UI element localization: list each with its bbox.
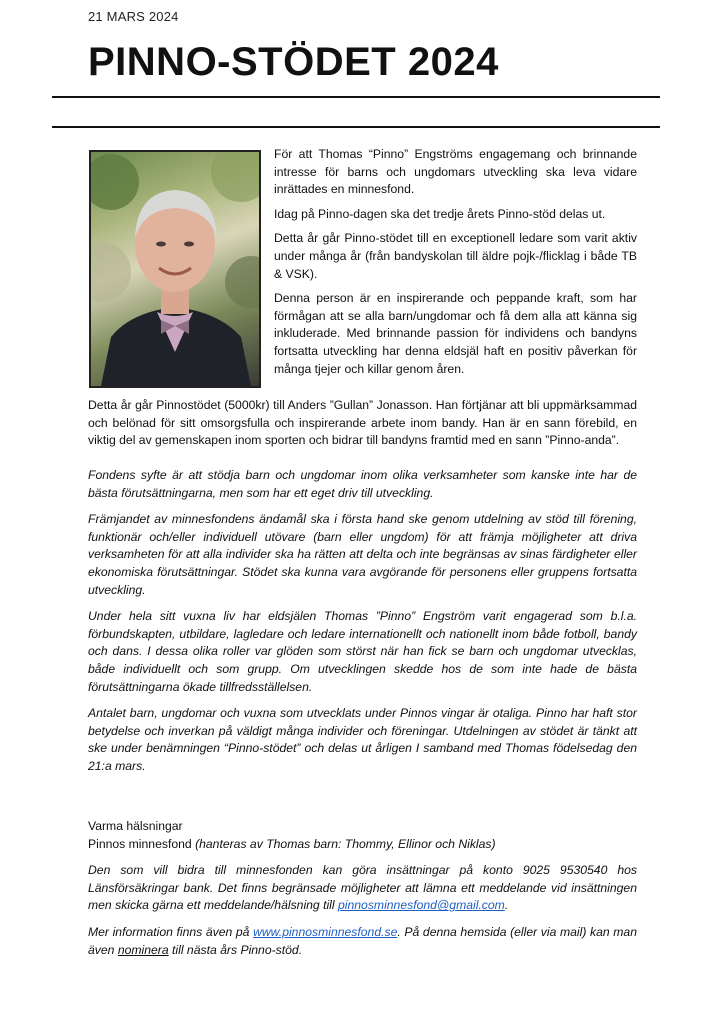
intro-paragraph: Detta år går Pinno-stödet till en exceptionell ledare som varit aktiv under många år (från bandyskolan till äldre pojk-/flicklag i både TB & VSK).	[274, 231, 637, 281]
fund-description	[88, 467, 637, 785]
document-title: PINNO-STÖDET 2024	[88, 40, 499, 84]
more-info	[88, 924, 637, 959]
info-middle: . På denna hemsida (eller via mail) kan man även	[88, 924, 637, 957]
info-suffix: till nästa års Pinno-stöd.	[168, 942, 303, 957]
intro-paragraph: Idag på Pinno-dagen ska det tredje årets Pinno-stöd delas ut.	[274, 206, 606, 221]
fund-paragraph: Under hela sitt vuxna liv har eldsjälen Thomas ”Pinno” Engström varit engagerad som b.l.a. förbundskapten, utbildare, lagledare och ledare internationellt och nationellt inom både fotboll, bandy och dans. I dessa olika roller var glöden som störst när han fick se barn och ungdomar utvecklas, både individuellt och som grupp. Om utvecklingen skedde hos de som inte hade de bästa förutsättningarna ökade tillfredsställelsen.	[88, 609, 637, 694]
nominate-link[interactable]: nominera	[117, 942, 169, 957]
document-date: 21 MARS 2024	[88, 9, 179, 24]
intro-paragraph: För att Thomas “Pinno” Engströms engagemang och brinnande intresse för barns och ungdomars utveckling ska leva vidare inrättades en minnesfond.	[274, 147, 637, 197]
donation-info	[88, 862, 637, 915]
portrait-photo	[89, 150, 261, 388]
intro-paragraph: Denna person är en inspirerande och peppande kraft, som har förmågan att se alla barn/ungdomar och få dem alla att känna sig inkluderade. Med brinnande passion för individens och bandyns fortsatta utveckling har denna eldsjäl haft en positiv påverkan för många tjejer och killar genom åren.	[274, 291, 637, 376]
email-link[interactable]: pinnosminnesfond@gmail.com	[338, 898, 505, 913]
award-announcement	[88, 397, 637, 459]
award-paragraph: Detta år går Pinnostödet (5000kr) till Anders ”Gullan” Jonasson. Han förtjänar att bli uppmärksammad och belönad för sitt omsorgsfulla och inspirerande arbete inom bandy. Han är en sann förebild, en viktig del av gemenskapen inom sporten och bidrar till bandyns framtid med en sann ”Pinno-anda”.	[88, 398, 637, 448]
signature-line	[88, 836, 637, 854]
signature-note: (hanteras av Thomas barn: Thommy, Ellinor och Niklas)	[195, 836, 496, 851]
intro-text	[274, 146, 637, 385]
fund-paragraph: Antalet barn, ungdomar och vuxna som utvecklats under Pinnos vingar är otaliga. Pinno har haft stor betydelse och inverkan på väldigt många individer och föreningar. Utdelningen av stödet är tänkt att ske under benämningen “Pinno-stödet” och delas ut årligen I samband med Thomas födelsedag den 21:a mars.	[88, 706, 637, 773]
footer-section	[88, 818, 637, 968]
second-divider	[52, 126, 660, 128]
top-divider	[52, 96, 660, 98]
portrait-illustration	[91, 152, 259, 386]
fund-paragraph: Främjandet av minnesfondens ändamål ska i första hand ske genom utdelning av stöd till förening, funktionär och/eller individuell utövare (barn eller ungdom) för att främja möjligheter att driva verksamheten för att alla individer ska ha rätten att delta och inte begränsas av sinas färdigheter eller ekonomiska förutsättningar. Stödet ska kunna vara avgörande för personens eller gruppens fortsatta utveckling.	[88, 512, 637, 597]
fund-paragraph: Fondens syfte är att stödja barn och ungdomar inom olika verksamheter som kanske inte har de bästa förutsättningarna, men som har ett eget driv till utveckling.	[88, 468, 637, 500]
donation-text: Den som vill bidra till minnesfonden kan göra insättningar på konto 9025 9530540 hos Länsförsäkringar bank. Det finns begränsade möjligheter att lämna ett meddelande vid insättningen men skicka gärna ett meddelande/hälsning till	[88, 863, 637, 913]
greeting: Varma hälsningar	[88, 819, 183, 833]
info-prefix: Mer information finns även på	[88, 924, 254, 939]
signature: Pinnos minnesfond	[88, 836, 192, 851]
website-link[interactable]: www.pinnosminnesfond.se	[253, 924, 398, 939]
donation-end: .	[504, 898, 509, 913]
